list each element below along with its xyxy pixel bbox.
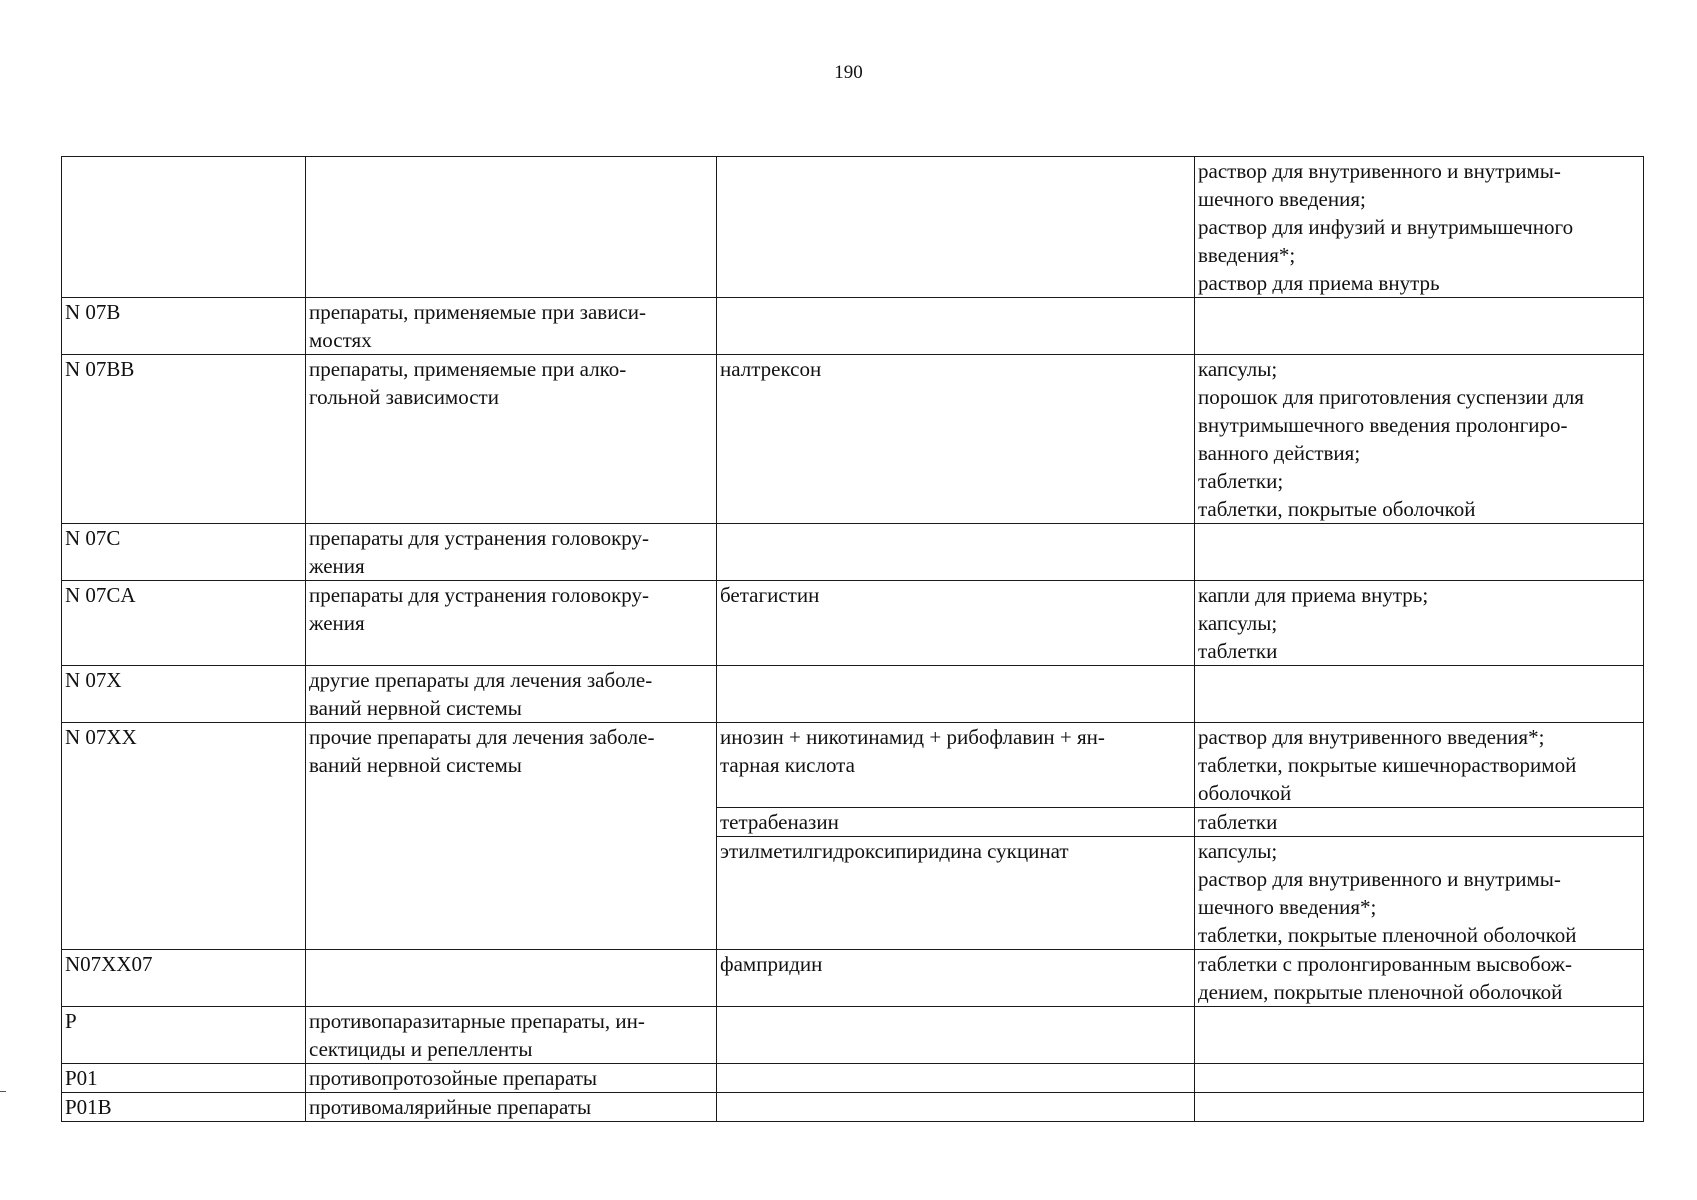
dosage-form-cell — [1195, 666, 1644, 723]
drug-name-cell: этилметилгидроксипиридина сукцинат — [717, 837, 1195, 950]
table-row — [62, 666, 1644, 723]
dosage-form-cell: капсулы; раствор для внутривенного и внутримы- шечного введения*; таблетки, покрытые пленочной оболочкой — [1195, 837, 1644, 950]
atc-code-cell: N 07X — [62, 666, 306, 723]
atc-code-cell: P — [62, 1007, 306, 1064]
drug-name-cell — [717, 1093, 1195, 1122]
dosage-form-cell: раствор для внутривенного и внутримы- шечного введения; раствор для инфузий и внутримышечного введения*; раствор для приема внутрь — [1195, 157, 1644, 298]
table-row — [62, 1093, 1644, 1122]
drug-name-cell: тетрабеназин — [717, 808, 1195, 837]
dosage-form-cell: капсулы; порошок для приготовления суспензии для внутримышечного введения пролонгиро- ванного действия; таблетки; таблетки, покрытые оболочкой — [1195, 355, 1644, 524]
dosage-form-cell — [1195, 1007, 1644, 1064]
group-cell: прочие препараты для лечения заболе- ваний нервной системы — [306, 723, 717, 950]
dosage-form-cell — [1195, 1064, 1644, 1093]
margin-mark — [0, 1091, 6, 1092]
table-row — [62, 723, 1644, 808]
table-row — [62, 157, 1644, 298]
drug-name-cell — [717, 524, 1195, 581]
dosage-form-cell — [1195, 1093, 1644, 1122]
atc-code-cell: N 07C — [62, 524, 306, 581]
group-cell: другие препараты для лечения заболе- ваний нервной системы — [306, 666, 717, 723]
group-cell: противомалярийные препараты — [306, 1093, 717, 1122]
atc-code-cell: N 07BB — [62, 355, 306, 524]
group-cell: противопаразитарные препараты, ин- сектициды и репелленты — [306, 1007, 717, 1064]
table-row — [62, 950, 1644, 1007]
atc-code-cell: N07XX07 — [62, 950, 306, 1007]
atc-code-cell: N 07B — [62, 298, 306, 355]
dosage-form-cell: капли для приема внутрь; капсулы; таблетки — [1195, 581, 1644, 666]
table-row — [62, 355, 1644, 524]
group-cell: препараты, применяемые при зависи- мостях — [306, 298, 717, 355]
atc-code-cell: P01B — [62, 1093, 306, 1122]
drug-name-cell — [717, 298, 1195, 355]
group-cell — [306, 950, 717, 1007]
drug-name-cell — [717, 157, 1195, 298]
dosage-form-cell: таблетки — [1195, 808, 1644, 837]
drug-name-cell: инозин + никотинамид + рибофлавин + ян- тарная кислота — [717, 723, 1195, 808]
drug-name-cell — [717, 1007, 1195, 1064]
atc-code-cell: P01 — [62, 1064, 306, 1093]
dosage-form-cell: раствор для внутривенного введения*; таблетки, покрытые кишечнорастворимой оболочкой — [1195, 723, 1644, 808]
table-row — [62, 298, 1644, 355]
dosage-form-cell: таблетки с пролонгированным высвобож- дением, покрытые пленочной оболочкой — [1195, 950, 1644, 1007]
dosage-form-cell — [1195, 298, 1644, 355]
table-row — [62, 524, 1644, 581]
dosage-form-cell — [1195, 524, 1644, 581]
drug-name-cell — [717, 1064, 1195, 1093]
table-row — [62, 1007, 1644, 1064]
drug-table — [61, 156, 1644, 1122]
group-cell: препараты для устранения головокру- жения — [306, 581, 717, 666]
table-row — [62, 1064, 1644, 1093]
group-cell: препараты, применяемые при алко- гольной зависимости — [306, 355, 717, 524]
group-cell — [306, 157, 717, 298]
atc-code-cell: N 07XX — [62, 723, 306, 950]
page-number: 190 — [834, 62, 863, 83]
drug-name-cell: бетагистин — [717, 581, 1195, 666]
atc-code-cell: N 07CA — [62, 581, 306, 666]
table-row — [62, 581, 1644, 666]
group-cell: противопротозойные препараты — [306, 1064, 717, 1093]
atc-code-cell — [62, 157, 306, 298]
drug-name-cell: налтрексон — [717, 355, 1195, 524]
drug-name-cell — [717, 666, 1195, 723]
group-cell: препараты для устранения головокру- жения — [306, 524, 717, 581]
drug-name-cell: фампридин — [717, 950, 1195, 1007]
